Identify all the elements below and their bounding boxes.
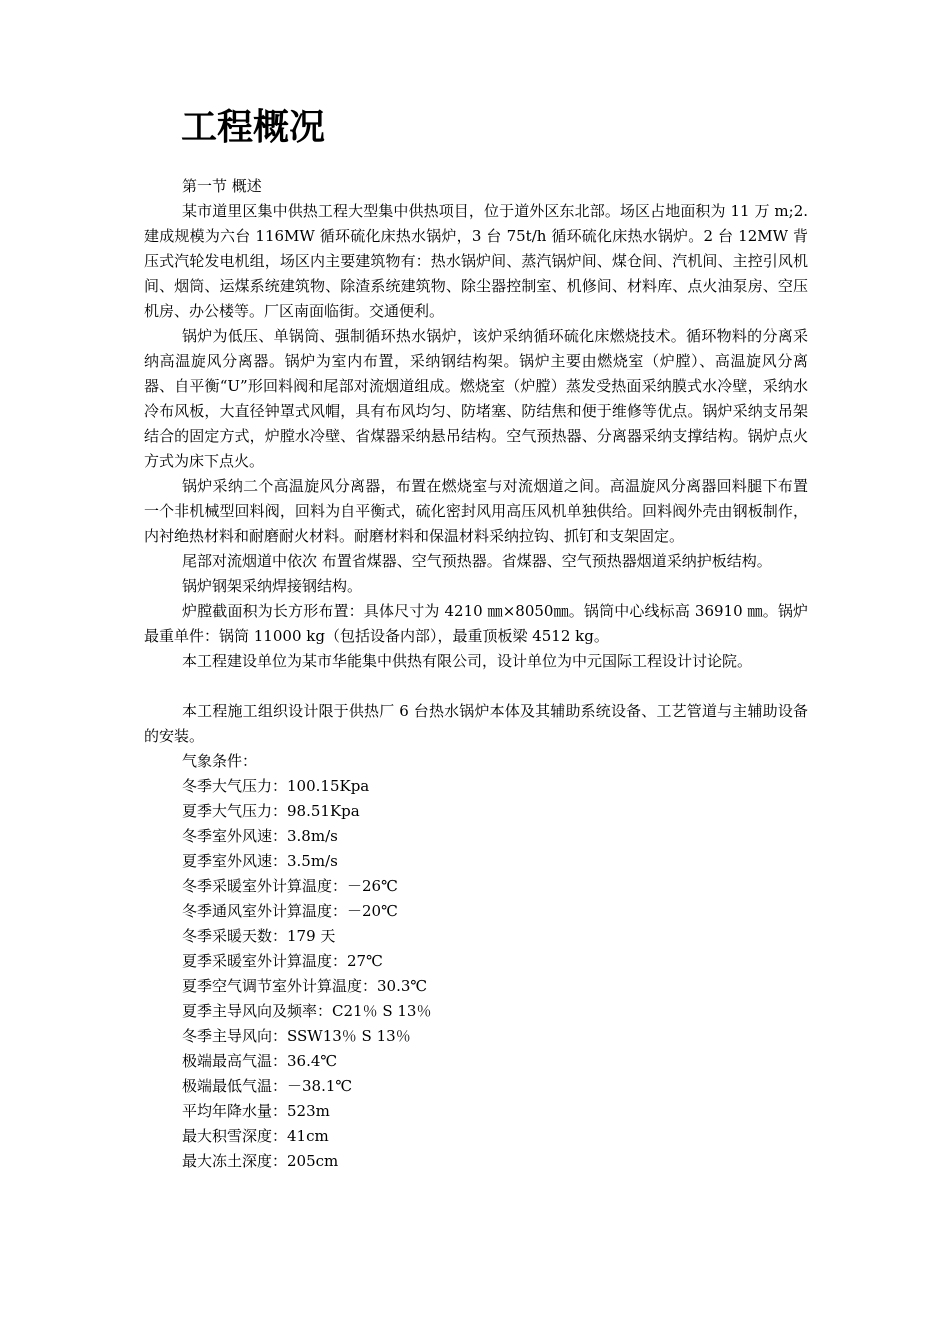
weather-item: 最大冻土深度：205cm xyxy=(182,1152,339,1170)
weather-item: 最大积雪深度：41cm xyxy=(182,1127,329,1145)
weather-item: 夏季采暖室外计算温度：27℃ xyxy=(182,952,383,970)
weather-item: 夏季大气压力：98.51Kpa xyxy=(182,802,360,820)
weather-item: 冬季室外风速：3.8m/s xyxy=(182,827,338,845)
paragraph-separator: 锅炉采纳二个高温旋风分离器，布置在燃烧室与对流烟道之间。高温旋风分离器回料腿下布置一个非机械型回料阀，回料为自平衡式，硫化密封风用高压风机单独供给。回料阀外壳由钢板制作，内衬绝热材料和耐磨耐火材料。耐磨材料和保温材料采纳拉钩、抓钉和支架固定。 xyxy=(144,477,808,545)
document-body xyxy=(144,174,808,1174)
weather-item: 冬季主导风向：SSW13％ S 13％ xyxy=(182,1027,411,1045)
weather-list xyxy=(144,774,808,1174)
paragraph-scope: 本工程施工组织设计限于供热厂 6 台热水锅炉本体及其辅助系统设备、工艺管道与主辅助设备的安装。 xyxy=(144,702,808,745)
weather-item: 夏季主导风向及频率：C21％ S 13％ xyxy=(182,1002,432,1020)
weather-item: 夏季室外风速：3.5m/s xyxy=(182,852,338,870)
paragraph-overview: 某市道里区集中供热工程大型集中供热项目，位于道外区东北部。场区占地面积为 11 万 m;2.建成规模为六台 116MW 循环硫化床热水锅炉，3 台 75t/h 循环硫化床热水锅炉。2 台 12MW 背压式汽轮发电机组，场区内主要建筑物有：热水锅炉间、蒸汽锅炉间、煤仓间、汽机间、主控引风机间、烟筒、运煤系统建筑物、除渣系统建筑物、除尘器控制室、机修间、材料库、点火油泵房、空压机房、办公楼等。厂区南面临街。交通便利。 xyxy=(144,202,808,320)
weather-item: 冬季大气压力：100.15Kpa xyxy=(182,777,370,795)
section-heading: 第一节 概述 xyxy=(182,177,262,195)
weather-item: 冬季采暖室外计算温度：－26℃ xyxy=(182,877,398,895)
paragraph-units: 本工程建设单位为某市华能集中供热有限公司，设计单位为中元国际工程设计讨论院。 xyxy=(182,652,753,670)
weather-item: 冬季通风室外计算温度：－20℃ xyxy=(182,902,398,920)
paragraph-dimensions: 炉膛截面积为长方形布置：具体尺寸为 4210 ㎜×8050㎜。锅筒中心线标高 36910 ㎜。锅炉最重单件：锅筒 11000 kg（包括设备内部），最重顶板梁 4512 kg。 xyxy=(144,602,808,645)
weather-item: 夏季空气调节室外计算温度：30.3℃ xyxy=(182,977,428,995)
weather-heading: 气象条件： xyxy=(182,752,258,770)
weather-item: 极端最低气温：－38.1℃ xyxy=(182,1077,353,1095)
document-title: 工程概况 xyxy=(181,107,326,148)
paragraph-boiler: 锅炉为低压、单锅筒、强制循环热水锅炉，该炉采纳循环硫化床燃烧技术。循环物料的分离采纳高温旋风分离器。锅炉为室内布置，采纳钢结构架。锅炉主要由燃烧室（炉膛）、高温旋风分离器、自平衡“U”形回料阀和尾部对流烟道组成。燃烧室（炉膛）蒸发受热面采纳膜式水冷壁，采纳水冷布风板，大直径钟罩式风帽，具有布风均匀、防堵塞、防结焦和便于维修等优点。锅炉采纳支吊架结合的固定方式，炉膛水冷壁、省煤器采纳悬吊结构。空气预热器、分离器采纳支撑结构。锅炉点火方式为床下点火。 xyxy=(144,327,808,470)
weather-item: 冬季采暖天数：179 天 xyxy=(182,927,336,945)
paragraph-steel-frame: 锅炉钢架采纳焊接钢结构。 xyxy=(182,577,363,595)
blank-line xyxy=(144,674,808,699)
weather-item: 平均年降水量：523m xyxy=(182,1102,330,1120)
weather-item: 极端最高气温：36.4℃ xyxy=(182,1052,338,1070)
paragraph-flue: 尾部对流烟道中依次 布置省煤器、空气预热器。省煤器、空气预热器烟道采纳护板结构。 xyxy=(182,552,772,570)
